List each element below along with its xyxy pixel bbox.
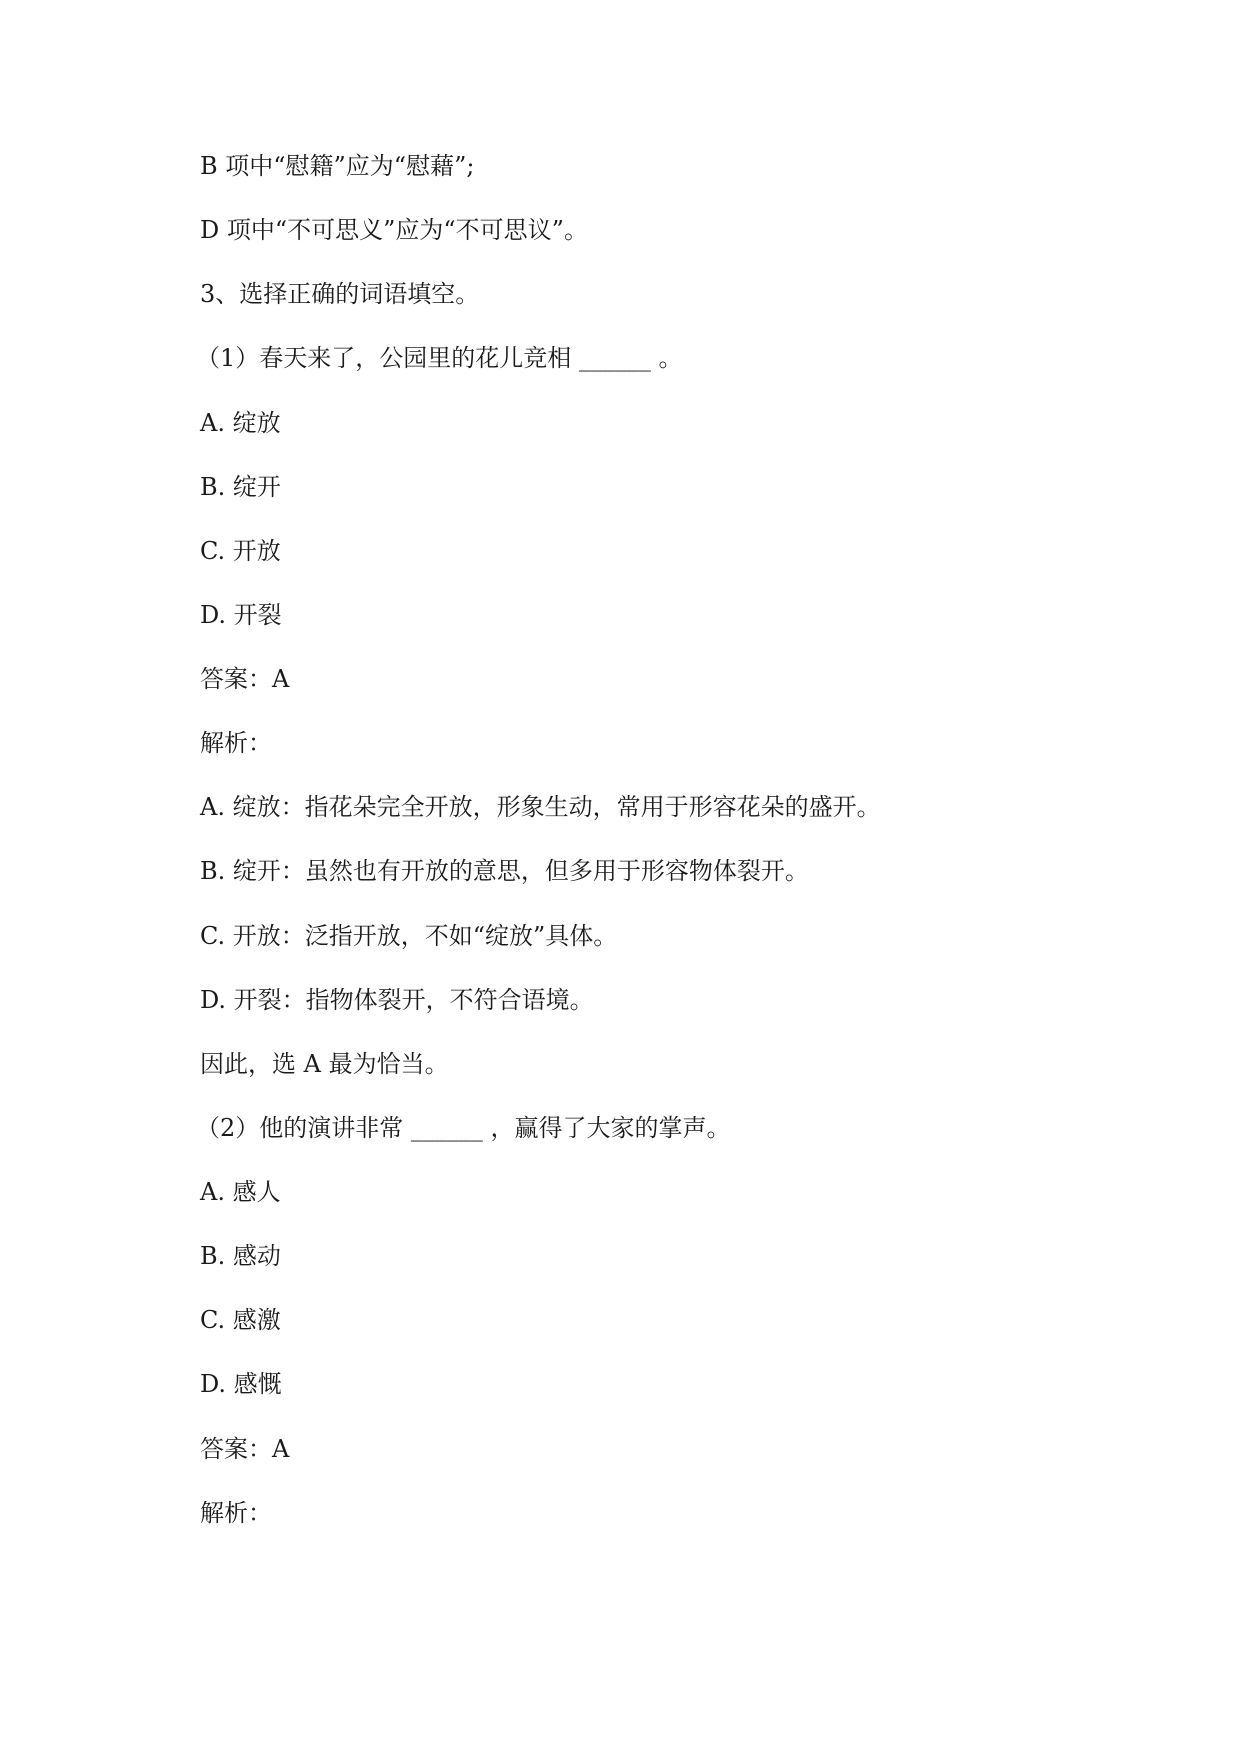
correction-b: B 项中“慰籍”应为“慰藉”; (200, 152, 475, 180)
option-b: B. 感动 (200, 1242, 281, 1270)
analysis-c: C. 开放：泛指开放，不如“绽放”具体。 (200, 922, 618, 950)
sub-question-1: （1）春天来了，公园里的花儿竞相 ______ 。 (196, 344, 683, 372)
analysis-a: A. 绽放：指花朵完全开放，形象生动，常用于形容花朵的盛开。 (200, 793, 881, 821)
option-a: A. 绽放 (200, 409, 281, 437)
conclusion: 因此，选 A 最为恰当。 (200, 1050, 449, 1078)
analysis-heading: 解析： (200, 1499, 272, 1527)
answer: 答案：A (200, 1435, 290, 1463)
option-c: C. 感激 (200, 1306, 281, 1334)
option-d: D. 感慨 (200, 1370, 282, 1398)
correction-d: D 项中“不可思义”应为“不可思议”。 (200, 216, 588, 244)
sub-question-2: （2）他的演讲非常 ______ ，赢得了大家的掌声。 (196, 1114, 731, 1142)
answer: 答案：A (200, 665, 290, 693)
analysis-heading: 解析： (200, 729, 272, 757)
analysis-b: B. 绽开：虽然也有开放的意思，但多用于形容物体裂开。 (200, 857, 809, 885)
option-d: D. 开裂 (200, 601, 282, 629)
question-heading: 3、选择正确的词语填空。 (200, 280, 480, 308)
analysis-d: D. 开裂：指物体裂开，不符合语境。 (200, 986, 594, 1014)
option-b: B. 绽开 (200, 473, 281, 501)
option-c: C. 开放 (200, 537, 281, 565)
option-a: A. 感人 (200, 1178, 281, 1206)
